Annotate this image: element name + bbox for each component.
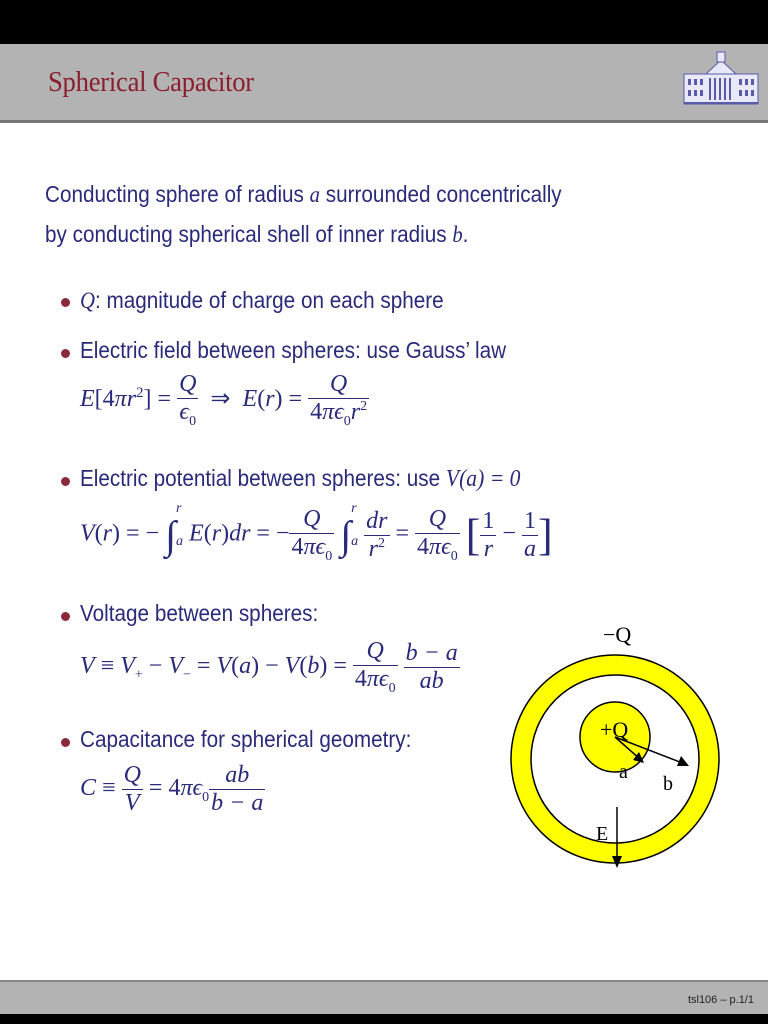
inner-charge-label: +Q <box>600 717 629 742</box>
bullet-3-text: Electric potential between spheres: use <box>80 465 446 491</box>
label-b: b <box>663 773 673 795</box>
intro-line-2 <box>45 221 468 248</box>
bullet-5 <box>80 726 411 753</box>
bullet-dot <box>61 612 70 621</box>
voltage-equation: $V \equiv V_+ - V_- = V(a) - V(b)$ = $\frac{Q}{4\pi\epsilon_0}$ $\frac{b - a}{ab}$ <box>80 638 458 696</box>
label-E: E <box>596 823 609 845</box>
bullet-2-text: Electric field between spheres: use Gauss’ law <box>80 337 507 363</box>
slide <box>0 44 768 1014</box>
label-a: a <box>619 761 628 783</box>
bullet-3-equation: V(a) = 0 <box>445 466 521 492</box>
outer-charge-label: −Q <box>603 622 632 647</box>
title-bar <box>0 44 768 123</box>
bullet-2 <box>80 337 506 364</box>
intro-text-b: surrounded concentrically <box>320 181 562 207</box>
intro-text-c: by conducting spherical shell of inner radius <box>45 221 453 247</box>
gauss-equation: $E[4\pi r^2]$ = $\frac{Q}{\epsilon_0}$ ⇒ E(r) = $\frac{Q}{4\pi\epsilon_0r^2}$ <box>80 371 368 429</box>
bullet-4 <box>80 600 318 627</box>
slide-title: Spherical Capacitor <box>48 66 254 98</box>
potential-equation: V(r) = − ∫ r a E(r)dr = − $\frac{Q}{4\pi\epsilon_0}$ ∫ r a $\frac{dr}{r^2}$ = $\frac{Q}{4\pi\epsilon_0}$ [ $\frac{1}{r}$ − $\frac{1}{a}$ ] <box>80 501 553 564</box>
bullet-4-text: Voltage between spheres: <box>80 600 319 626</box>
university-building-logo <box>682 48 760 108</box>
intro-text-a: Conducting sphere of radius <box>45 181 310 207</box>
var-b: b <box>452 222 463 247</box>
bullet-1-text: : magnitude of charge on each sphere <box>94 287 444 313</box>
page-number: tsl106 – p.1/1 <box>687 994 754 1006</box>
bullet-5-text: Capacitance for spherical geometry: <box>80 726 412 752</box>
bullet-dot <box>61 738 70 747</box>
bullet-3 <box>80 465 520 493</box>
footer-bar <box>0 980 768 1014</box>
capacitance-equation: C ≡ $\frac{Q}{V}$ = $4\pi\epsilon_0$ $\frac{ab}{b - a}$ <box>80 762 264 816</box>
intro-line-1 <box>45 181 562 208</box>
bullet-dot <box>61 298 70 307</box>
bullet-1 <box>80 287 444 314</box>
capacitor-diagram <box>505 592 725 922</box>
bullet-dot <box>61 349 70 358</box>
var-a: a <box>309 182 321 207</box>
bullet-dot <box>61 477 70 486</box>
var-Q: Q <box>80 288 95 313</box>
intro-text-d: . <box>462 221 469 247</box>
